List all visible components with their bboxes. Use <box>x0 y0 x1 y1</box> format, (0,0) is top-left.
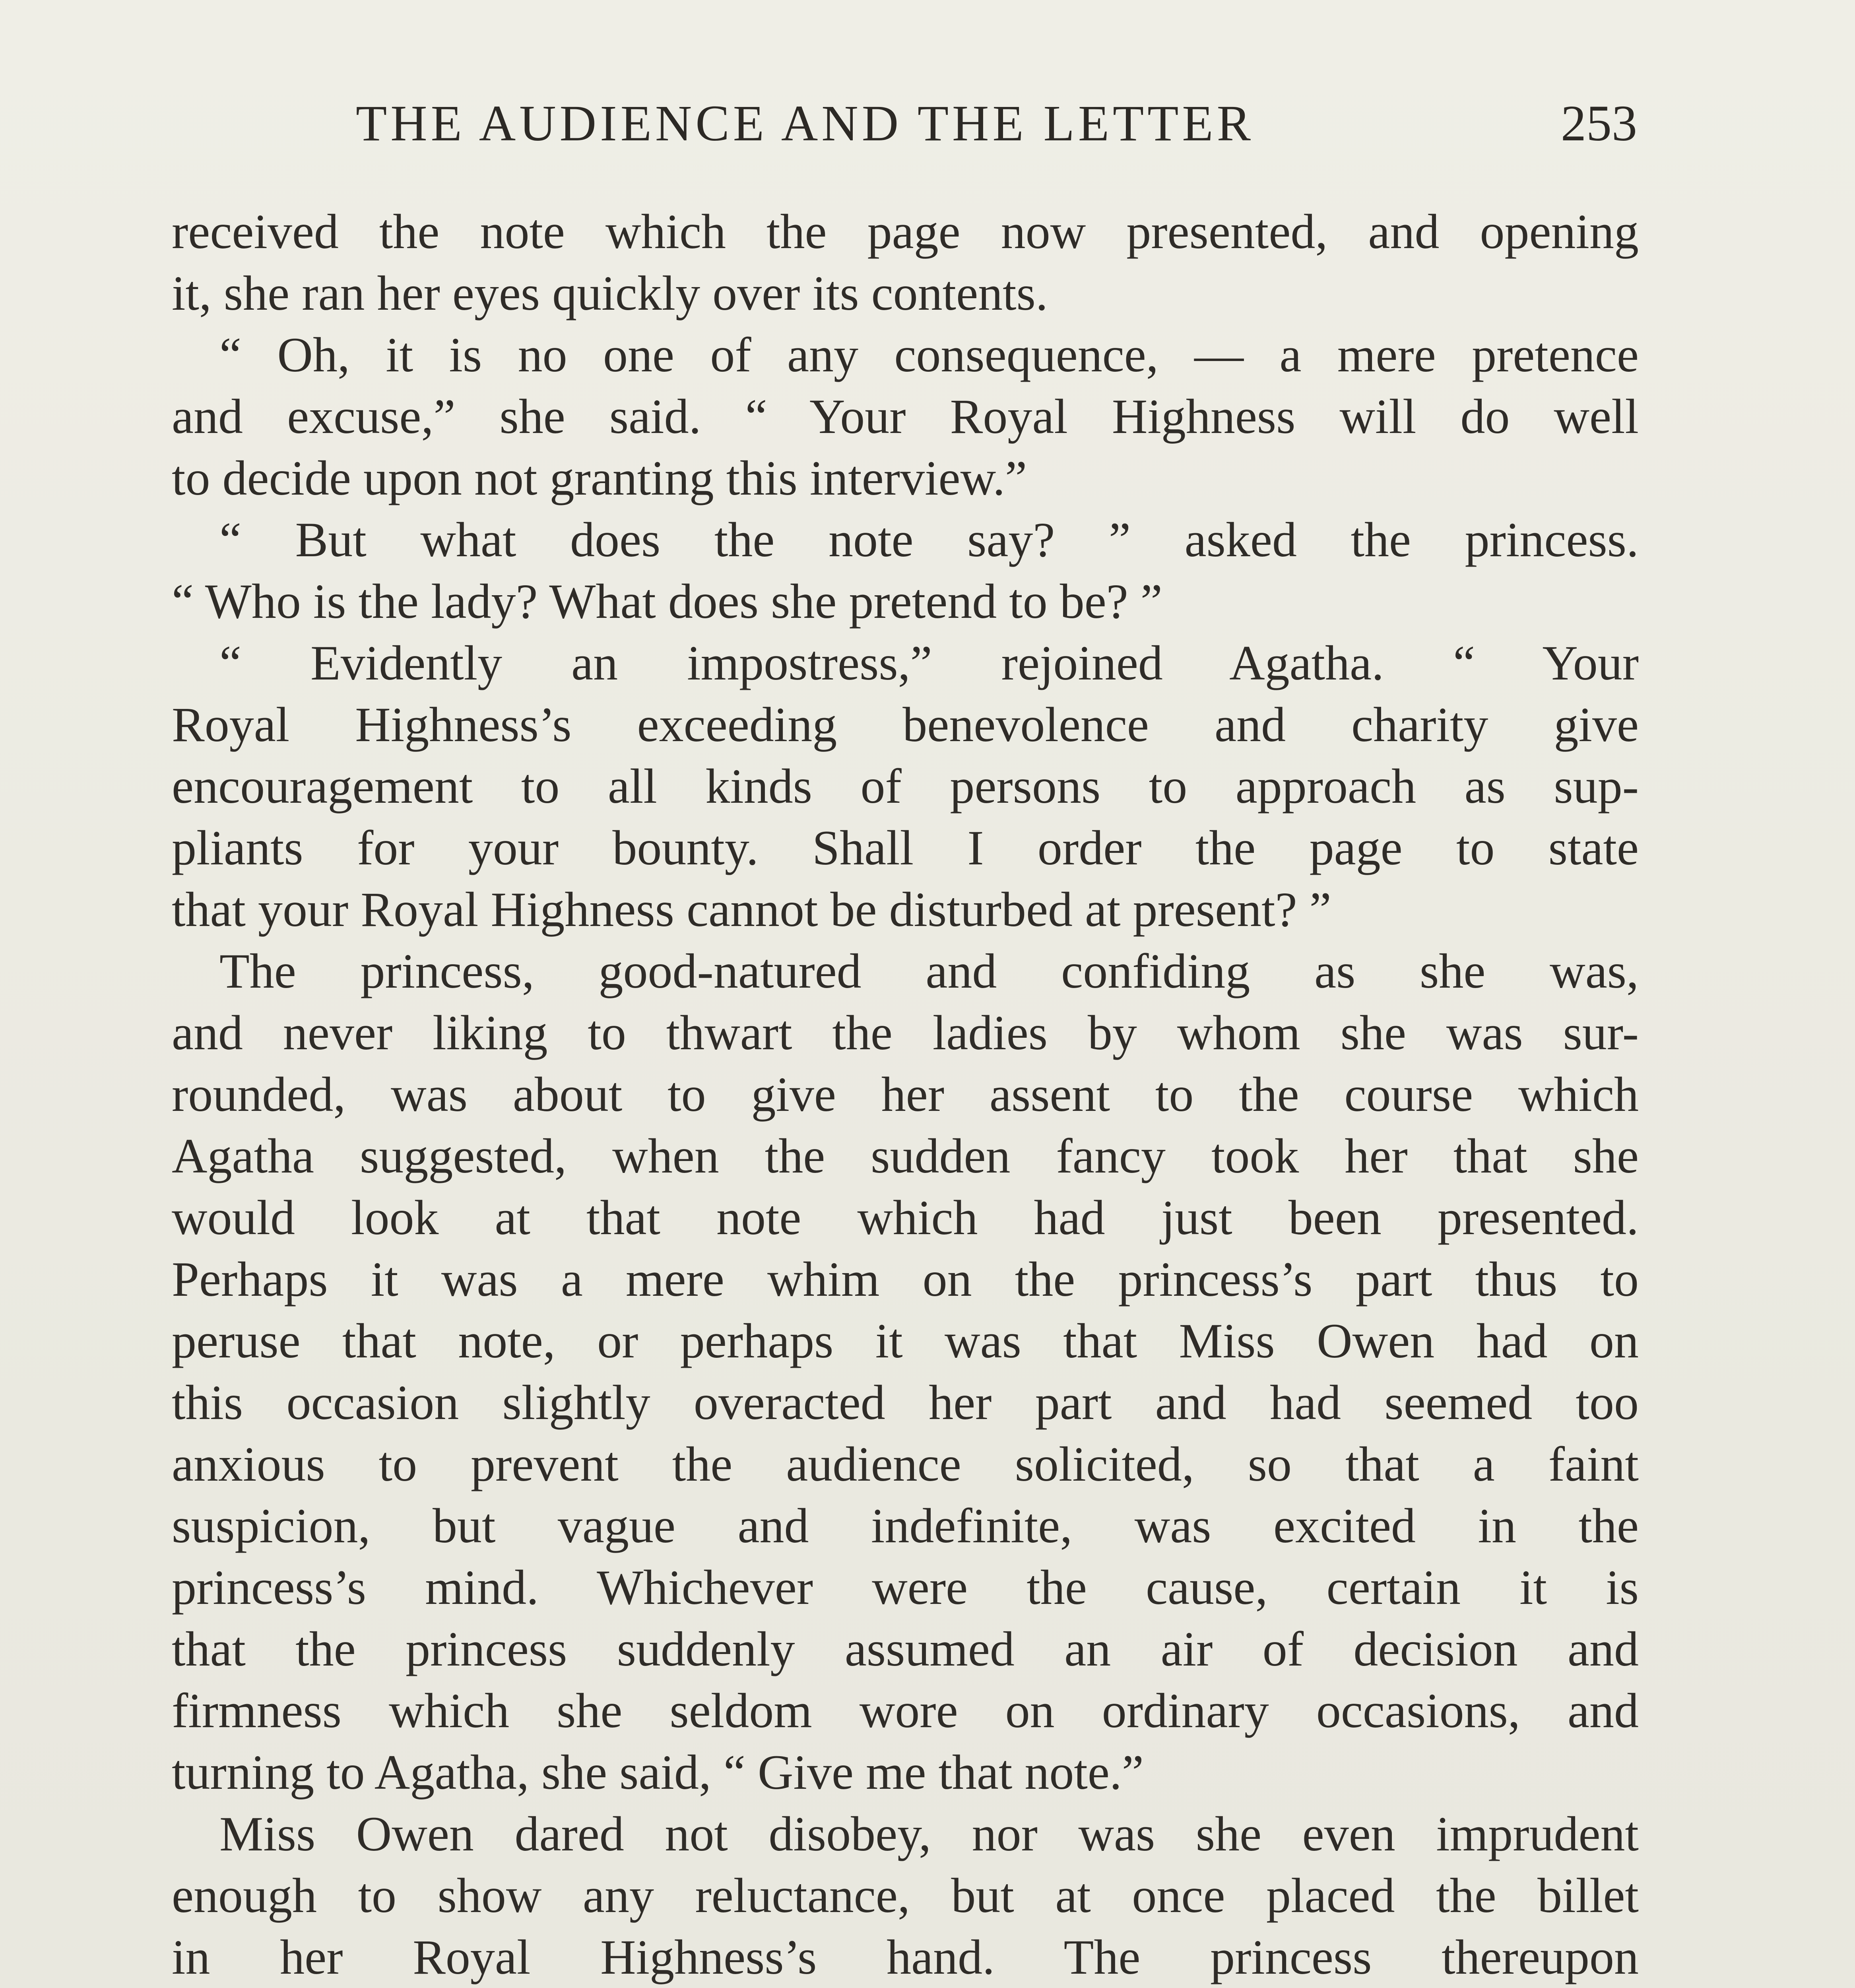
text-line: The princess, good-natured and confiding as she was, <box>219 944 1639 998</box>
running-head-title: THE AUDIENCE AND THE LETTER <box>356 95 1254 151</box>
text-line: to decide upon not granting this interview.” <box>172 451 1027 505</box>
text-line: turning to Agatha, she said, “ Give me that note.” <box>172 1745 1144 1800</box>
text-line: peruse that note, or perhaps it was that Miss Owen had on <box>172 1314 1639 1368</box>
text-line: pliants for your bounty. Shall I order the page to state <box>172 821 1639 875</box>
text-line: “ Oh, it is no one of any consequence, — a mere pretence <box>219 328 1639 382</box>
text-line: that the princess suddenly assumed an air of decision and <box>172 1622 1639 1676</box>
text-line: Agatha suggested, when the sudden fancy took her that she <box>172 1129 1639 1183</box>
text-line: that your Royal Highness cannot be disturbed at present? ” <box>172 882 1331 937</box>
text-line: encouragement to all kinds of persons to approach as sup- <box>172 759 1639 813</box>
text-line: “ Who is the lady? What does she pretend to be? ” <box>172 574 1162 629</box>
text-line: rounded, was about to give her assent to the course which <box>172 1067 1639 1122</box>
text-line: and never liking to thwart the ladies by whom she was sur- <box>172 1006 1639 1060</box>
text-line: and excuse,” she said. “ Your Royal Highness will do well <box>172 389 1639 444</box>
body-text <box>172 201 1639 1988</box>
text-line: suspicion, but vague and indefinite, was excited in the <box>172 1499 1639 1553</box>
text-line: Perhaps it was a mere whim on the princess’s part thus to <box>172 1252 1639 1307</box>
text-line: this occasion slightly overacted her part and had seemed too <box>172 1375 1639 1430</box>
text-line: Royal Highness’s exceeding benevolence and charity give <box>172 697 1639 752</box>
text-line: received the note which the page now presented, and opening <box>172 204 1639 259</box>
text-line: in her Royal Highness’s hand. The princess thereupon <box>172 1930 1639 1984</box>
text-line: firmness which she seldom wore on ordinary occasions, and <box>172 1683 1639 1738</box>
text-line: princess’s mind. Whichever were the cause, certain it is <box>172 1560 1639 1615</box>
text-line: it, she ran her eyes quickly over its contents. <box>172 266 1048 320</box>
text-line: would look at that note which had just been presented. <box>172 1190 1639 1245</box>
text-line: Miss Owen dared not disobey, nor was she even imprudent <box>219 1807 1639 1861</box>
text-line: “ But what does the note say? ” asked the princess. <box>219 513 1639 567</box>
text-line: “ Evidently an impostress,” rejoined Agatha. “ Your <box>219 636 1639 690</box>
text-line: anxious to prevent the audience solicited, so that a faint <box>172 1437 1639 1491</box>
page-number: 253 <box>1561 95 1637 151</box>
text-line: enough to show any reluctance, but at once placed the billet <box>172 1868 1639 1923</box>
